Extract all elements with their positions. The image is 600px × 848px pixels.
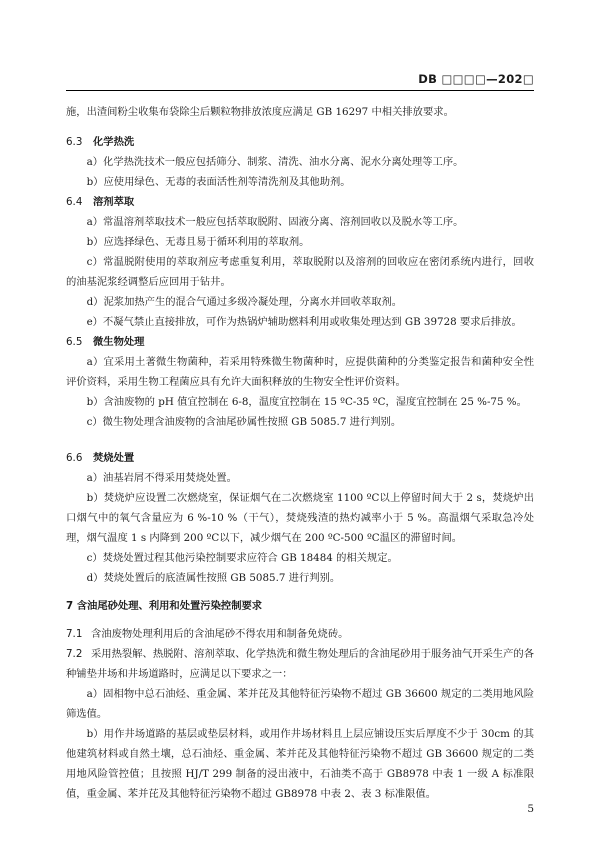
list-item: c）微生物处理含油废物的含油尾砂属性按照 GB 5085.7 进行判别。: [86, 416, 402, 428]
list-item: b）用作井场道路的基层或垫层材料，或用作井场材料且上层应铺设压实后厚度不少于 30cm 的其他建筑材料或自然土壤，总石油烃、重金属、苯并芘及其他特征污染物不超过 GB 36600 规定的二类用地风险管控值；且按照 HJ/T 299 制备的浸出液中，石油类不高于 GB8978 中表 1 一级 A 标准限值，重金属、苯并芘及其他特征污染物不超过 GB8978 中表 2、表 3 标准限值。: [66, 728, 534, 800]
clause-7-2: [66, 644, 534, 684]
list-item: c）焚烧处置过程其他污染控制要求应符合 GB 18484 的相关规定。: [86, 552, 398, 564]
list-item: b）应使用绿色、无毒的表面活性剂等清洗剂及其他助剂。: [86, 176, 351, 188]
page-number: 5: [527, 803, 534, 815]
clause-text: 采用热裂解、热脱附、溶剂萃取、化学热洗和微生物处理后的含油尾砂用于服务油气开采生产的各种铺垫井场和井场道路时，应满足以下要求之一：: [66, 648, 534, 680]
list-item: c）常温脱附使用的萃取剂应考虑重复利用，萃取脱附以及溶剂的回收应在密闭系统内进行，回收的油基泥浆经调整后应回用于钻井。: [66, 256, 534, 288]
list-item: d）泥浆加热产生的混合气通过多级冷凝处理，分离水并回收萃取剂。: [86, 296, 403, 308]
list-item: b）应选择绿色、无毒且易于循环利用的萃取剂。: [86, 236, 310, 248]
list-item: a）常温溶剂萃取技术一般应包括萃取脱附、固液分离、溶剂回收以及脱水等工序。: [86, 216, 464, 228]
section-6-6-heading: [66, 448, 534, 468]
clause-7-1: [66, 624, 534, 644]
section-title: 焚烧处置: [93, 452, 135, 464]
list-item: a）化学热洗技术一般应包括筛分、制浆、清洗、油水分离、泥水分离处理等工序。: [86, 156, 464, 168]
clause-number: 7.2: [66, 648, 83, 660]
clause-text: 含油废物处理利用后的含油尾砂不得农用和制备免烧砖。: [91, 628, 349, 640]
chapter-7-heading: 7 含油尾砂处理、利用和处置污染控制要求: [66, 600, 263, 612]
section-number: 6.4: [66, 196, 83, 208]
section-6-5-heading: [66, 332, 534, 352]
list-item: b）焚烧炉应设置二次燃烧室，保证烟气在二次燃烧室 1100 ºC以上停留时间大于 2 s，焚烧炉出口烟气中的氧气含量应为 6 %-10 %（干气），焚烧残渣的热灼减率小于 5 %。高温烟气采取急冷处理，烟气温度 1 s 内降到 200 ºC以下，减少烟气在 200 ºC-500 ºC温区的滞留时间。: [66, 492, 534, 544]
section-title: 化学热洗: [93, 136, 135, 148]
clause-number: 7.1: [66, 628, 83, 640]
section-number: 6.6: [66, 452, 83, 464]
list-item: d）焚烧处置后的底渣属性按照 GB 5085.7 进行判别。: [86, 572, 341, 584]
list-item: a）固相物中总石油烃、重金属、苯并芘及其他特征污染物不超过 GB 36600 规定的二类用地风险筛选值。: [66, 688, 534, 720]
continued-paragraph: 施，出渣间粉尘收集布袋除尘后颗粒物排放浓度应满足 GB 16297 中相关排放要求。: [66, 106, 454, 118]
list-item: e）不凝气禁止直接排放，可作为热锅炉辅助燃料利用或收集处理达到 GB 39728 要求后排放。: [86, 316, 522, 328]
page-body: [66, 102, 534, 804]
section-6-3-heading: [66, 132, 534, 152]
section-number: 6.3: [66, 136, 83, 148]
section-number: 6.5: [66, 336, 83, 348]
list-item: a）宜采用土著微生物菌种，若采用特殊微生物菌种时，应提供菌种的分类鉴定报告和菌种安全性评价资料，采用生物工程菌应具有允许大面积释放的生物安全性评价资料。: [66, 356, 534, 388]
section-6-4-heading: [66, 192, 534, 212]
header-rule: [66, 90, 534, 91]
list-item: b）含油废物的 pH 值宜控制在 6-8，温度宜控制在 15 ºC-35 ºC，湿度宜控制在 25 %-75 %。: [86, 396, 527, 408]
section-title: 微生物处理: [93, 336, 145, 348]
document-code: DB □□□□—202□: [418, 72, 534, 86]
section-title: 溶剂萃取: [93, 196, 135, 208]
list-item: a）油基岩屑不得采用焚烧处置。: [86, 472, 237, 484]
